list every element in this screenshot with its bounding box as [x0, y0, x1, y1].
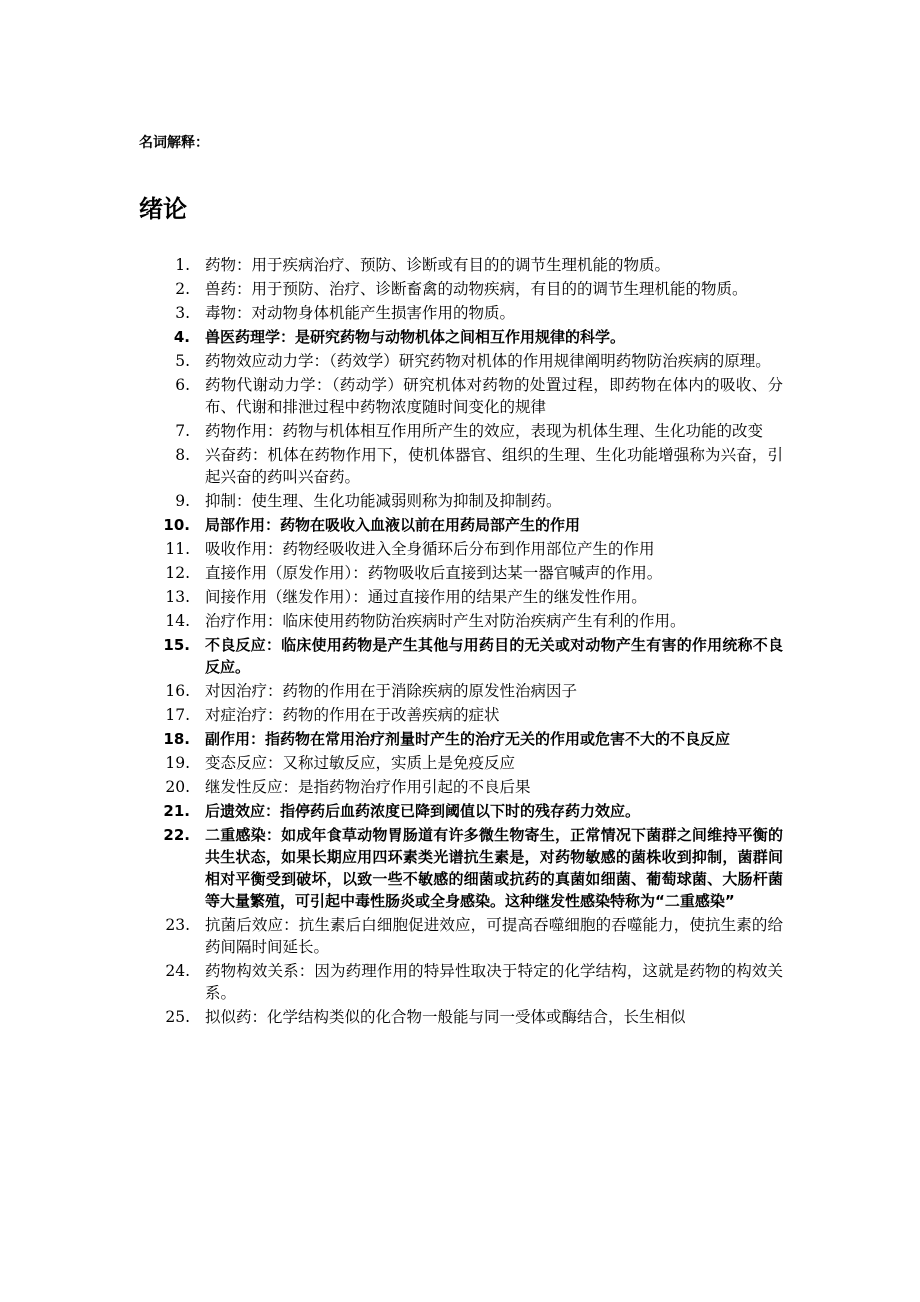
item-number: 10.: [163, 516, 190, 534]
list-item: [0, 444, 920, 488]
list-item: [0, 490, 920, 512]
list-item: [0, 538, 920, 560]
list-item: [0, 960, 920, 1004]
item-number: 17.: [165, 706, 190, 724]
item-number: 25.: [165, 1008, 190, 1026]
list-item: [0, 704, 920, 726]
item-text: 直接作用（原发作用）：药物吸收后直接到达某一器官喊声的作用。: [205, 564, 663, 582]
list-item: [0, 776, 920, 798]
item-number: 7.: [175, 422, 190, 440]
item-number: 1.: [175, 256, 190, 274]
item-number: 14.: [165, 612, 190, 630]
item-text: 变态反应：又称过敏反应，实质上是免疫反应: [205, 754, 516, 772]
item-text: 拟似药：化学结构类似的化合物一般能与同一受体或酶结合，长生相似: [205, 1008, 686, 1026]
list-item: [0, 562, 920, 584]
item-number: 19.: [165, 754, 190, 772]
list-item: [0, 610, 920, 632]
list-item: [0, 728, 920, 750]
item-text: 兽医药理学：是研究药物与动物机体之间相互作用规律的科学。: [205, 328, 626, 346]
item-number: 11.: [165, 540, 190, 558]
list-item: [0, 824, 920, 912]
list-item: [0, 278, 920, 300]
chapter-heading: 绪论: [139, 195, 187, 223]
item-number: 5.: [175, 352, 190, 370]
item-number: 2.: [175, 280, 190, 298]
item-number: 4.: [173, 328, 190, 346]
list-item: [0, 586, 920, 608]
item-number: 15.: [163, 636, 190, 654]
item-text: 对因治疗：药物的作用在于消除疾病的原发性治病因子: [205, 682, 578, 700]
item-text: 后遗效应：指停药后血药浓度已降到阈值以下时的残存药力效应。: [205, 802, 641, 820]
list-item: [0, 514, 920, 536]
item-text: 二重感染：如成年食草动物胃肠道有许多微生物寄生，正常情况下菌群之间维持平衡的共生状态，如果长期应用四环素类光谱抗生素是，对药物敏感的菌株收到抑制，菌群间相对平衡受到破坏，以致一些不敏感的细菌或抗药的真菌如细菌、葡萄球菌、大肠杆菌等大量繁殖，可引起中毒性肠炎或全身感染。这种继发性感染特称为“二重感染”: [205, 826, 783, 910]
list-item: [0, 752, 920, 774]
item-number: 20.: [165, 778, 190, 796]
item-text: 兴奋药：机体在药物作用下，使机体器官、组织的生理、生化功能增强称为兴奋，引起兴奋的药叫兴奋药。: [205, 446, 783, 486]
item-text: 抑制：使生理、生化功能减弱则称为抑制及抑制药。: [205, 492, 562, 510]
item-text: 药物效应动力学：（药效学）研究药物对机体的作用规律阐明药物防治疾病的原理。: [205, 352, 771, 370]
item-text: 药物构效关系：因为药理作用的特异性取决于特定的化学结构，这就是药物的构效关系。: [205, 962, 783, 1002]
section-label: 名词解释：: [139, 135, 209, 151]
list-item: [0, 374, 920, 418]
item-text: 间接作用（继发作用）：通过直接作用的结果产生的继发性作用。: [205, 588, 647, 606]
list-item: [0, 1006, 920, 1028]
item-number: 9.: [175, 492, 190, 510]
item-text: 药物：用于疾病治疗、预防、诊断或有目的的调节生理机能的物质。: [205, 256, 671, 274]
item-number: 16.: [165, 682, 190, 700]
item-text: 继发性反应：是指药物治疗作用引起的不良后果: [205, 778, 531, 796]
item-number: 8.: [175, 446, 190, 464]
list-item: [0, 350, 920, 372]
list-item: [0, 680, 920, 702]
item-number: 22.: [163, 826, 190, 844]
item-text: 兽药：用于预防、治疗、诊断畜禽的动物疾病，有目的的调节生理机能的物质。: [205, 280, 748, 298]
item-number: 21.: [163, 802, 190, 820]
item-number: 18.: [163, 730, 190, 748]
item-text: 毒物：对动物身体机能产生损害作用的物质。: [205, 304, 516, 322]
item-text: 吸收作用：药物经吸收进入全身循环后分布到作用部位产生的作用: [205, 540, 655, 558]
list-item: [0, 326, 920, 348]
item-text: 对症治疗：药物的作用在于改善疾病的症状: [205, 706, 500, 724]
item-number: 13.: [165, 588, 190, 606]
item-number: 23.: [165, 916, 190, 934]
item-number: 6.: [175, 376, 190, 394]
item-number: 3.: [175, 304, 190, 322]
list-item: [0, 254, 920, 276]
item-number: 12.: [165, 564, 190, 582]
item-text: 局部作用：药物在吸收入血液以前在用药局部产生的作用: [205, 516, 581, 534]
item-text: 治疗作用：临床使用药物防治疾病时产生对防治疾病产生有利的作用。: [205, 612, 686, 630]
list-item: [0, 634, 920, 678]
list-item: [0, 914, 920, 958]
definition-list: [0, 254, 920, 1030]
item-text: 副作用：指药物在常用治疗剂量时产生的治疗无关的作用或危害不大的不良反应: [205, 730, 731, 748]
list-item: [0, 420, 920, 442]
item-text: 不良反应：临床使用药物是产生其他与用药目的无关或对动物产生有害的作用统称不良反应。: [205, 636, 783, 676]
item-text: 抗菌后效应：抗生素后白细胞促进效应，可提高吞噬细胞的吞噬能力，使抗生素的给药间隔时间延长。: [205, 916, 783, 956]
list-item: [0, 302, 920, 324]
list-item: [0, 800, 920, 822]
item-number: 24.: [165, 962, 190, 980]
item-text: 药物代谢动力学：（药动学）研究机体对药物的处置过程，即药物在体内的吸收、分布、代谢和排泄过程中药物浓度随时间变化的规律: [205, 376, 783, 416]
item-text: 药物作用：药物与机体相互作用所产生的效应，表现为机体生理、生化功能的改变: [205, 422, 764, 440]
